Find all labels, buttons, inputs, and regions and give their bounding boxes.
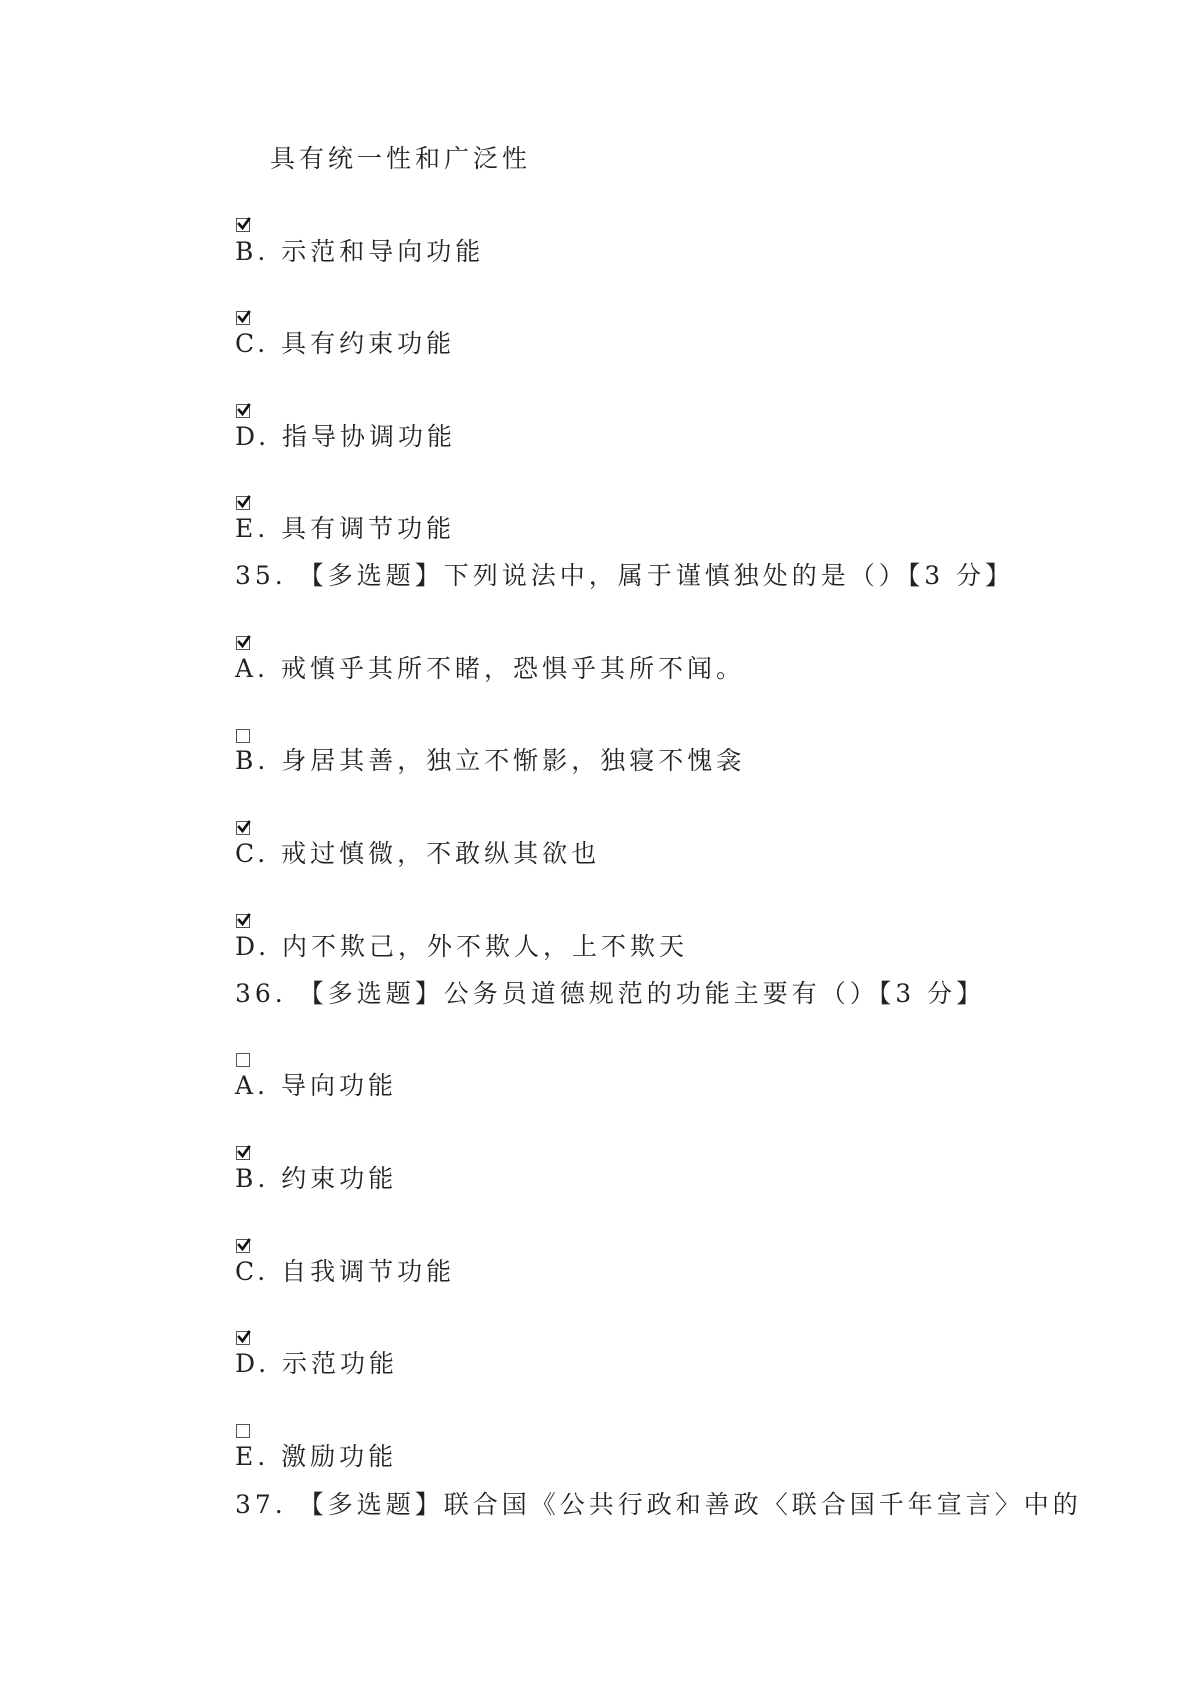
option-label: E. 具有调节功能 [235,514,456,543]
checkmark-icon [236,912,252,928]
checkmark-icon [236,634,252,650]
question-37-title: 37. 【多选题】联合国《公共行政和善政〈联合国千年宣言〉中的 [235,1490,1082,1519]
checkmark-icon [236,1237,252,1253]
option-checkbox[interactable] [236,821,250,835]
option-checkbox[interactable] [236,1239,250,1253]
checkmark-icon [236,402,252,418]
checkmark-icon [236,1144,252,1160]
option-checkbox[interactable] [236,914,250,928]
option-label: D. 指导协调功能 [235,422,457,451]
question-36-title: 36. 【多选题】公务员道德规范的功能主要有（）【3 分】 [235,979,986,1008]
checkmark-icon [236,494,252,510]
option-label: A. 戒慎乎其所不睹，恐惧乎其所不闻。 [235,654,745,683]
option-continuation: 具有统一性和广泛性 [270,144,532,173]
option-label: B. 示范和导向功能 [235,237,485,266]
option-checkbox[interactable] [236,496,250,510]
option-label: E. 激励功能 [235,1442,398,1471]
option-checkbox[interactable] [236,636,250,650]
option-label: A. 导向功能 [235,1071,397,1100]
checkmark-icon [236,309,252,325]
option-checkbox[interactable] [236,1053,250,1067]
option-label: D. 示范功能 [235,1349,399,1378]
option-checkbox[interactable] [236,1331,250,1345]
option-checkbox[interactable] [236,311,250,325]
option-label: C. 戒过慎微，不敢纵其欲也 [235,839,601,868]
option-checkbox[interactable] [236,1424,250,1438]
option-label: C. 自我调节功能 [235,1257,456,1286]
checkmark-icon [236,216,252,232]
option-checkbox[interactable] [236,1146,250,1160]
checkmark-icon [236,819,252,835]
option-checkbox[interactable] [236,218,250,232]
option-checkbox[interactable] [236,729,250,743]
question-35-title: 35. 【多选题】下列说法中，属于谨慎独处的是（）【3 分】 [235,561,1015,590]
option-label: B. 身居其善，独立不惭影，独寝不愧衾 [235,746,746,775]
option-label: B. 约束功能 [235,1164,398,1193]
option-label: D. 内不欺己，外不欺人，上不欺天 [235,932,689,961]
option-checkbox[interactable] [236,404,250,418]
option-label: C. 具有约束功能 [235,329,456,358]
checkmark-icon [236,1329,252,1345]
